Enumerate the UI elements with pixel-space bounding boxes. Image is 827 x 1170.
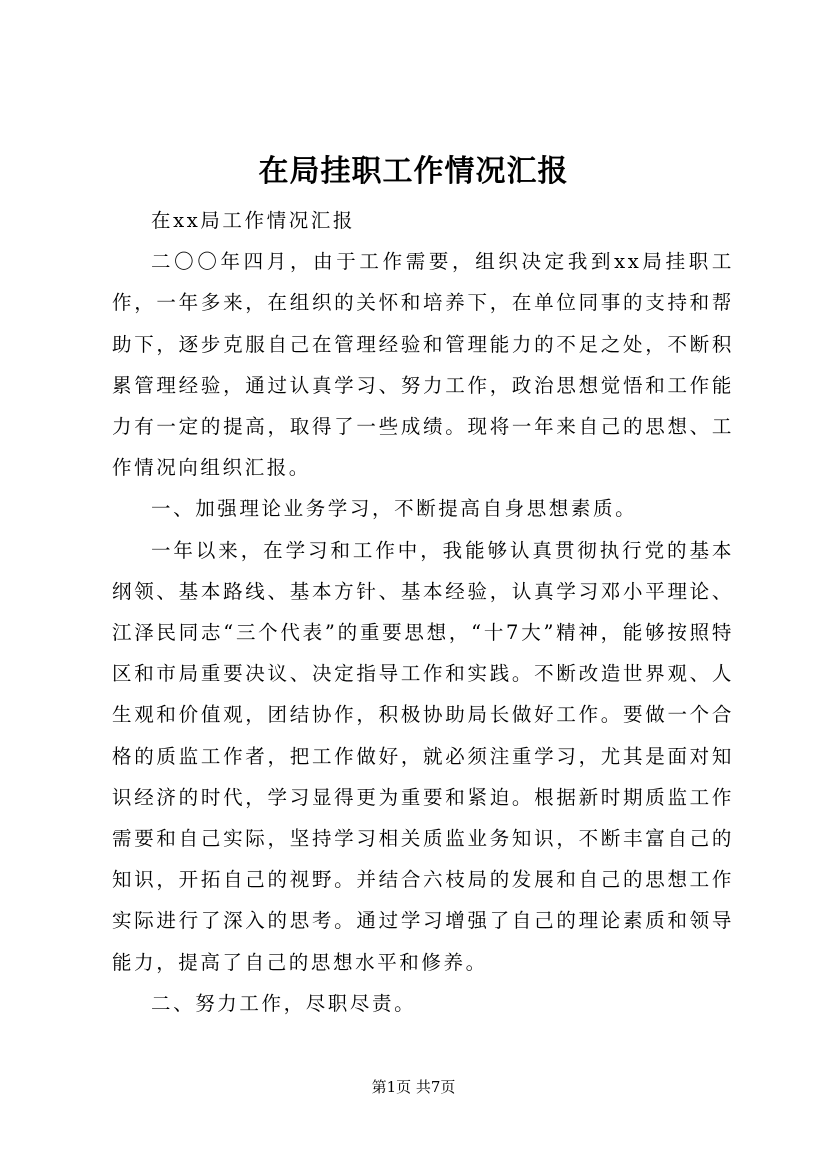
document-title: 在局挂职工作情况汇报 [258, 154, 569, 189]
paragraph-section-1: 一年以来，在学习和工作中，我能够认真贯彻执行党的基本纲领、基本路线、基本方针、基本经验，认真学习邓小平理论、江泽民同志“三个代表”的重要思想，“十7大”精神，能够按照特区和市局重要决议、决定指导工作和实践。不断改造世界观、人生观和价值观，团结协作，积极协助局长做好工作。要做一个合格的质监工作者，把工作做好，就必须注重学习，尤其是面对知识经济的时代，学习显得更为重要和紧迫。根据新时期质监工作需要和自己实际，坚持学习相关质监业务知识，不断丰富自己的知识，开拓自己的视野。并结合六枝局的发展和自己的思想工作实际进行了深入的思考。通过学习增强了自己的理论素质和领导能力，提高了自己的思想水平和修养。 [112, 538, 734, 974]
section-heading-1: 一、加强理论业务学习，不断提高自身思想素质。 [151, 497, 638, 521]
document-body [112, 200, 734, 1024]
paragraph-subtitle: 在xx局工作情况汇报 [151, 209, 355, 232]
page-number: 第1页 共7页 [371, 1078, 456, 1096]
paragraph-intro: 二〇〇年四月，由于工作需要，组织决定我到xx局挂职工作，一年多来，在组织的关怀和培养下，在单位同事的支持和帮助下，逐步克服自己在管理经验和管理能力的不足之处，不断积累管理经验，通过认真学习、努力工作，政治思想觉悟和工作能力有一定的提高，取得了一些成绩。现将一年来自己的思想、工作情况向组织汇报。 [112, 250, 734, 480]
section-heading-2: 二、努力工作，尽职尽责。 [151, 991, 417, 1015]
